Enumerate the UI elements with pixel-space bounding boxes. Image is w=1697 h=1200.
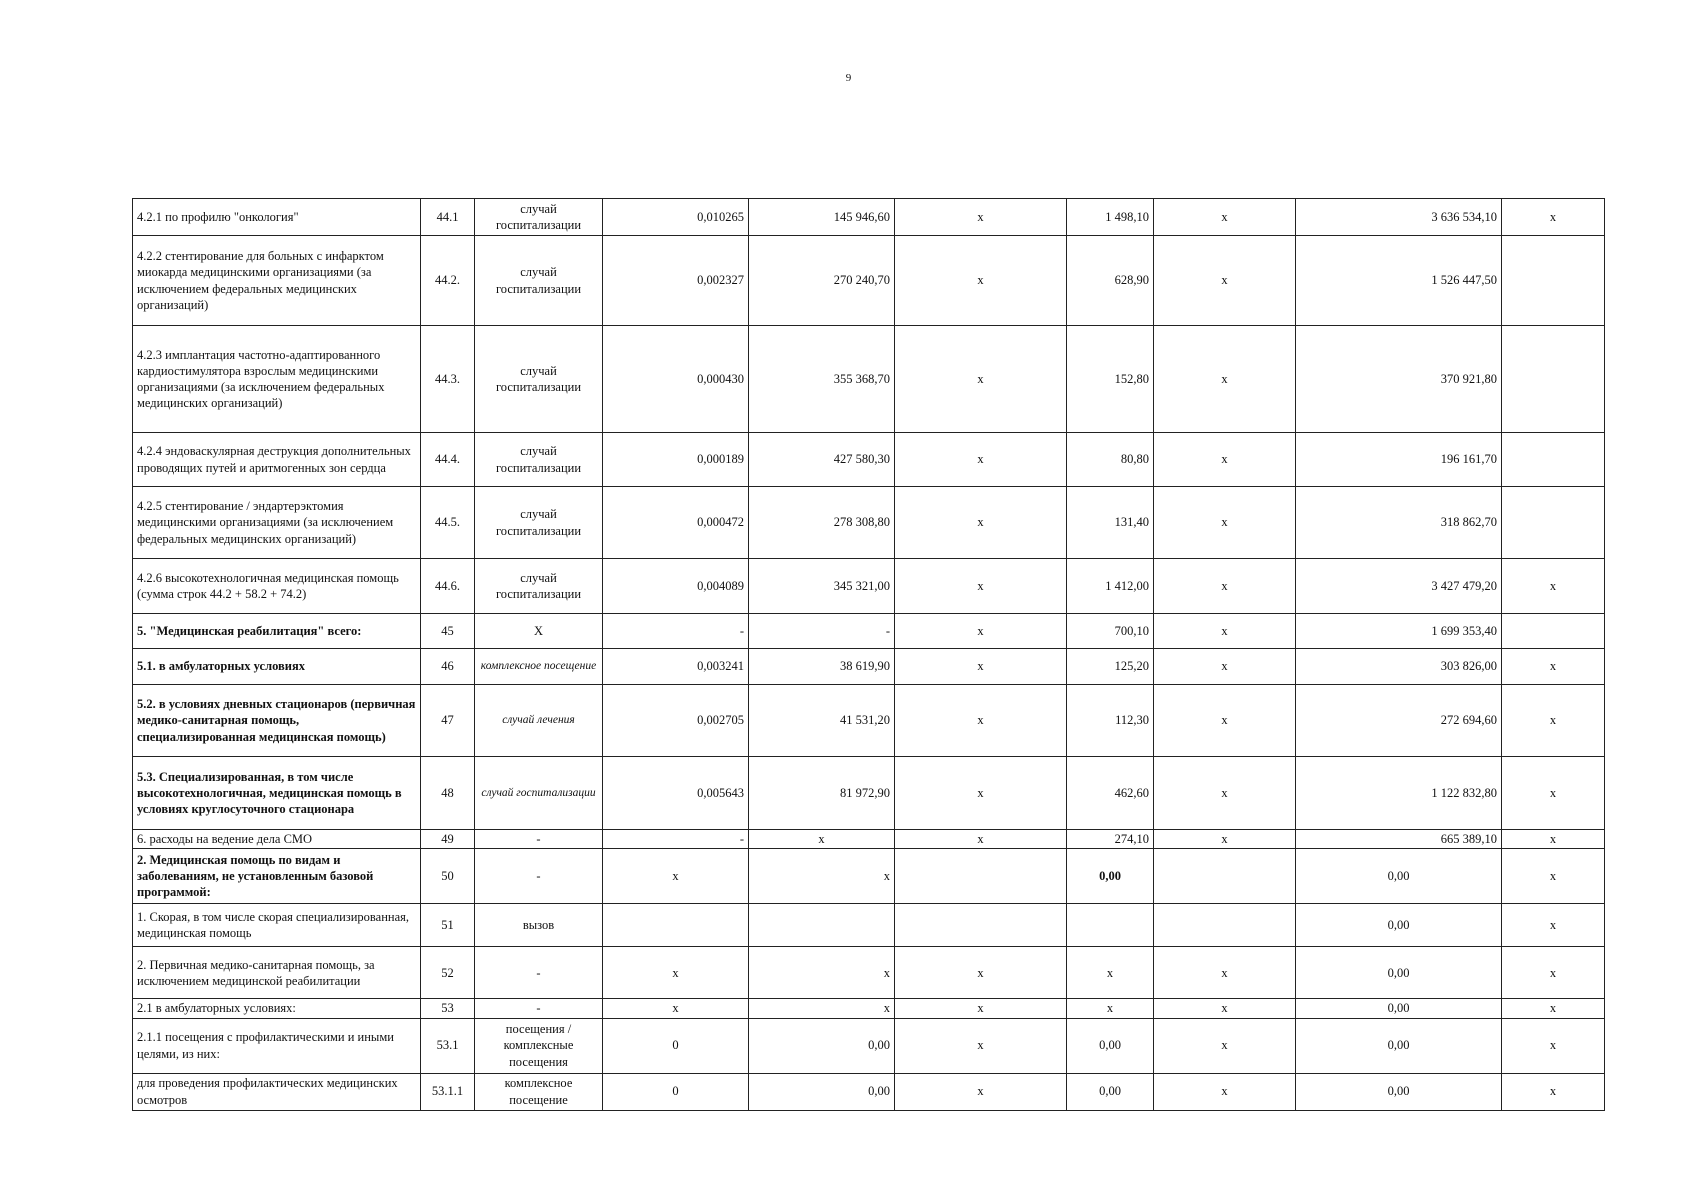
- row-code: 47: [421, 685, 475, 757]
- row-c5: х: [895, 757, 1067, 830]
- row-name: 2.1.1 посещения с профилактическими и иными целями, из них:: [133, 1018, 421, 1073]
- row-c6: 700,10: [1067, 614, 1154, 649]
- table-row: [133, 757, 1605, 830]
- row-c9: х: [1502, 1073, 1605, 1110]
- row-unit: случай госпитализации: [475, 487, 603, 559]
- row-norm: 0,000472: [603, 487, 749, 559]
- row-name: 4.2.3 имплантация частотно-адаптированного кардиостимулятора взрослым медицинскими организациями (за исключением федеральных медицинских организаций): [133, 326, 421, 433]
- row-code: 50: [421, 849, 475, 904]
- row-c5: х: [895, 614, 1067, 649]
- row-unit: -: [475, 830, 603, 849]
- row-c9: х: [1502, 1018, 1605, 1073]
- row-code: 44.3.: [421, 326, 475, 433]
- row-c6: 274,10: [1067, 830, 1154, 849]
- row-c7: х: [1154, 685, 1296, 757]
- row-unit: комплексное посещение: [475, 649, 603, 685]
- row-c6: 112,30: [1067, 685, 1154, 757]
- table-row: [133, 1073, 1605, 1110]
- row-norm: 0,000189: [603, 433, 749, 487]
- row-unit: случай госпитализации: [475, 559, 603, 614]
- row-c6: 462,60: [1067, 757, 1154, 830]
- row-c7: х: [1154, 1018, 1296, 1073]
- row-unit: случай лечения: [475, 685, 603, 757]
- row-cost: -: [749, 614, 895, 649]
- row-c5: х: [895, 999, 1067, 1018]
- row-c6: 0,00: [1067, 1018, 1154, 1073]
- row-c5: х: [895, 326, 1067, 433]
- row-c9: х: [1502, 849, 1605, 904]
- row-code: 53.1: [421, 1018, 475, 1073]
- row-c5: х: [895, 559, 1067, 614]
- row-code: 53: [421, 999, 475, 1018]
- row-c7: [1154, 849, 1296, 904]
- row-norm: х: [603, 999, 749, 1018]
- row-c9: [1502, 433, 1605, 487]
- row-c9: х: [1502, 559, 1605, 614]
- table-row: [133, 849, 1605, 904]
- table-row: [133, 433, 1605, 487]
- row-norm: 0,002705: [603, 685, 749, 757]
- row-c8: 272 694,60: [1296, 685, 1502, 757]
- row-c8: 0,00: [1296, 904, 1502, 947]
- row-c9: х: [1502, 199, 1605, 236]
- row-norm: х: [603, 947, 749, 999]
- row-c7: х: [1154, 199, 1296, 236]
- row-name: 2. Медицинская помощь по видам и заболеваниям, не установленным базовой программой:: [133, 849, 421, 904]
- row-c7: х: [1154, 614, 1296, 649]
- row-unit: -: [475, 849, 603, 904]
- row-c6: 0,00: [1067, 849, 1154, 904]
- row-c7: х: [1154, 236, 1296, 326]
- row-c8: 0,00: [1296, 999, 1502, 1018]
- row-cost: 355 368,70: [749, 326, 895, 433]
- row-code: 53.1.1: [421, 1073, 475, 1110]
- row-c9: х: [1502, 947, 1605, 999]
- page-number: 9: [845, 72, 852, 84]
- row-c7: х: [1154, 326, 1296, 433]
- row-c5: [895, 904, 1067, 947]
- row-c9: [1502, 614, 1605, 649]
- row-norm: -: [603, 830, 749, 849]
- row-code: 52: [421, 947, 475, 999]
- table-row: [133, 559, 1605, 614]
- table-row: [133, 326, 1605, 433]
- row-c5: х: [895, 830, 1067, 849]
- row-norm: -: [603, 614, 749, 649]
- row-code: 44.6.: [421, 559, 475, 614]
- row-name: 2.1 в амбулаторных условиях:: [133, 999, 421, 1018]
- row-code: 44.2.: [421, 236, 475, 326]
- row-c6: х: [1067, 999, 1154, 1018]
- table-row: [133, 487, 1605, 559]
- row-code: 44.1: [421, 199, 475, 236]
- row-cost: 427 580,30: [749, 433, 895, 487]
- table-row: [133, 947, 1605, 999]
- table-row: [133, 904, 1605, 947]
- row-unit: -: [475, 947, 603, 999]
- row-c8: 196 161,70: [1296, 433, 1502, 487]
- row-name: 4.2.1 по профилю "онкология": [133, 199, 421, 236]
- row-norm: 0,003241: [603, 649, 749, 685]
- table-row: [133, 999, 1605, 1018]
- row-c8: 318 862,70: [1296, 487, 1502, 559]
- row-code: 49: [421, 830, 475, 849]
- row-c8: 0,00: [1296, 947, 1502, 999]
- row-name: 2. Первичная медико-санитарная помощь, за исключением медицинской реабилитации: [133, 947, 421, 999]
- row-name: 5. "Медицинская реабилитация" всего:: [133, 614, 421, 649]
- row-c5: х: [895, 1018, 1067, 1073]
- row-c7: х: [1154, 649, 1296, 685]
- row-c6: 628,90: [1067, 236, 1154, 326]
- row-c8: 1 699 353,40: [1296, 614, 1502, 649]
- row-norm: 0,000430: [603, 326, 749, 433]
- row-unit: случай госпитализации: [475, 236, 603, 326]
- row-norm: 0: [603, 1073, 749, 1110]
- row-c9: х: [1502, 999, 1605, 1018]
- table-row: [133, 236, 1605, 326]
- row-c7: [1154, 904, 1296, 947]
- row-c7: х: [1154, 433, 1296, 487]
- row-c8: 303 826,00: [1296, 649, 1502, 685]
- row-norm: 0,005643: [603, 757, 749, 830]
- row-cost: 41 531,20: [749, 685, 895, 757]
- row-c9: х: [1502, 904, 1605, 947]
- row-code: 46: [421, 649, 475, 685]
- row-c9: х: [1502, 685, 1605, 757]
- row-c5: х: [895, 685, 1067, 757]
- row-name: для проведения профилактических медицинских осмотров: [133, 1073, 421, 1110]
- row-c7: х: [1154, 1073, 1296, 1110]
- row-c7: х: [1154, 947, 1296, 999]
- row-cost: 0,00: [749, 1073, 895, 1110]
- row-code: 51: [421, 904, 475, 947]
- row-c6: х: [1067, 947, 1154, 999]
- row-c6: 0,00: [1067, 1073, 1154, 1110]
- row-c6: [1067, 904, 1154, 947]
- row-unit: посещения / комплексные посещения: [475, 1018, 603, 1073]
- row-c8: 3 636 534,10: [1296, 199, 1502, 236]
- table-row: [133, 685, 1605, 757]
- row-norm: [603, 904, 749, 947]
- table-row: [133, 199, 1605, 236]
- table-row: [133, 1018, 1605, 1073]
- row-unit: случай госпитализации: [475, 433, 603, 487]
- row-unit: Х: [475, 614, 603, 649]
- row-c9: [1502, 236, 1605, 326]
- row-c6: 1 412,00: [1067, 559, 1154, 614]
- row-unit: случай госпитализации: [475, 757, 603, 830]
- row-norm: х: [603, 849, 749, 904]
- row-cost: 38 619,90: [749, 649, 895, 685]
- table-row: [133, 830, 1605, 849]
- row-unit: случай госпитализации: [475, 199, 603, 236]
- row-cost: х: [749, 999, 895, 1018]
- row-code: 45: [421, 614, 475, 649]
- row-cost: х: [749, 830, 895, 849]
- row-cost: 0,00: [749, 1018, 895, 1073]
- row-c6: 152,80: [1067, 326, 1154, 433]
- row-code: 44.4.: [421, 433, 475, 487]
- row-c7: х: [1154, 559, 1296, 614]
- row-cost: [749, 904, 895, 947]
- row-cost: 81 972,90: [749, 757, 895, 830]
- row-c8: 370 921,80: [1296, 326, 1502, 433]
- row-c7: х: [1154, 487, 1296, 559]
- table-row: [133, 649, 1605, 685]
- row-c9: [1502, 326, 1605, 433]
- row-c6: 131,40: [1067, 487, 1154, 559]
- row-c6: 125,20: [1067, 649, 1154, 685]
- row-code: 48: [421, 757, 475, 830]
- table-row: [133, 614, 1605, 649]
- row-c8: 665 389,10: [1296, 830, 1502, 849]
- row-name: 6. расходы на ведение дела СМО: [133, 830, 421, 849]
- row-unit: вызов: [475, 904, 603, 947]
- row-c7: х: [1154, 757, 1296, 830]
- row-c8: 1 526 447,50: [1296, 236, 1502, 326]
- row-c9: х: [1502, 757, 1605, 830]
- row-cost: 145 946,60: [749, 199, 895, 236]
- row-unit: комплексное посещение: [475, 1073, 603, 1110]
- row-cost: 345 321,00: [749, 559, 895, 614]
- row-cost: 270 240,70: [749, 236, 895, 326]
- row-c8: 0,00: [1296, 1073, 1502, 1110]
- row-name: 5.3. Специализированная, в том числе высокотехнологичная, медицинская помощь в условиях круглосуточного стационара: [133, 757, 421, 830]
- row-name: 4.2.6 высокотехнологичная медицинская помощь (сумма строк 44.2 + 58.2 + 74.2): [133, 559, 421, 614]
- row-cost: х: [749, 849, 895, 904]
- row-c9: [1502, 487, 1605, 559]
- row-c5: х: [895, 199, 1067, 236]
- row-c7: х: [1154, 830, 1296, 849]
- row-code: 44.5.: [421, 487, 475, 559]
- row-norm: 0,002327: [603, 236, 749, 326]
- row-name: 1. Скорая, в том числе скорая специализированная, медицинская помощь: [133, 904, 421, 947]
- row-norm: 0,004089: [603, 559, 749, 614]
- row-c5: х: [895, 487, 1067, 559]
- row-unit: случай госпитализации: [475, 326, 603, 433]
- row-c8: 0,00: [1296, 1018, 1502, 1073]
- row-unit: -: [475, 999, 603, 1018]
- row-name: 4.2.2 стентирование для больных с инфарктом миокарда медицинскими организациями (за исключением федеральных медицинских организаций): [133, 236, 421, 326]
- row-c9: х: [1502, 649, 1605, 685]
- row-c5: х: [895, 649, 1067, 685]
- row-c6: 1 498,10: [1067, 199, 1154, 236]
- row-name: 4.2.5 стентирование / эндартерэктомия медицинскими организациями (за исключением федеральных медицинских организаций): [133, 487, 421, 559]
- row-name: 5.2. в условиях дневных стационаров (первичная медико-санитарная помощь, специализированная медицинская помощь): [133, 685, 421, 757]
- row-c6: 80,80: [1067, 433, 1154, 487]
- row-c5: х: [895, 1073, 1067, 1110]
- row-c8: 3 427 479,20: [1296, 559, 1502, 614]
- financing-table: [132, 198, 1605, 1111]
- row-c7: х: [1154, 999, 1296, 1018]
- row-norm: 0: [603, 1018, 749, 1073]
- row-c5: х: [895, 433, 1067, 487]
- row-cost: х: [749, 947, 895, 999]
- row-c5: [895, 849, 1067, 904]
- row-cost: 278 308,80: [749, 487, 895, 559]
- row-c9: х: [1502, 830, 1605, 849]
- row-c5: х: [895, 947, 1067, 999]
- row-c8: 1 122 832,80: [1296, 757, 1502, 830]
- row-c5: х: [895, 236, 1067, 326]
- row-name: 5.1. в амбулаторных условиях: [133, 649, 421, 685]
- row-norm: 0,010265: [603, 199, 749, 236]
- row-c8: 0,00: [1296, 849, 1502, 904]
- row-name: 4.2.4 эндоваскулярная деструкция дополнительных проводящих путей и аритмогенных зон сердца: [133, 433, 421, 487]
